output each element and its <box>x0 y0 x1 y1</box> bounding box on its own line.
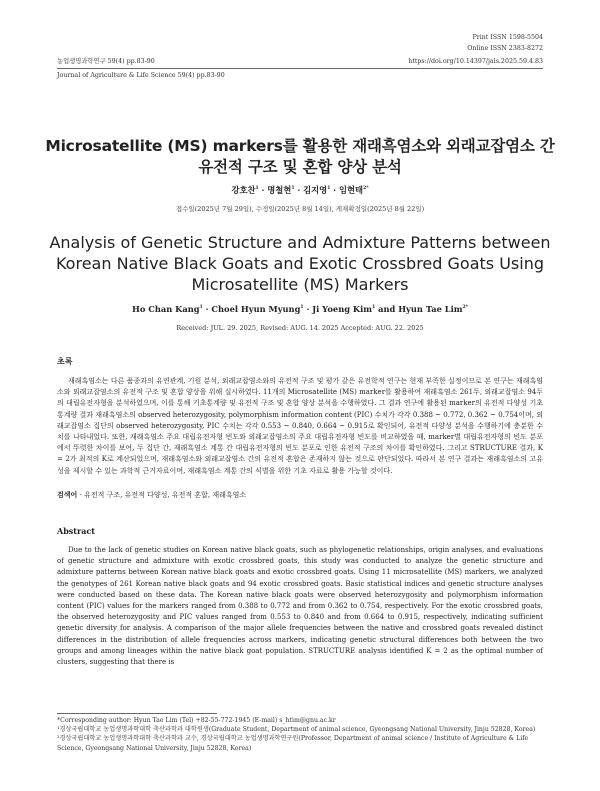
abstract-kr-heading: 초록 <box>57 356 73 366</box>
abstract-kr-body <box>57 376 543 477</box>
author-en-2: Choel Hyun Myung <box>211 304 301 314</box>
author-en-1: Ho Chan Kang <box>131 304 200 314</box>
online-issn: Online ISSN 2383-8272 <box>467 45 543 52</box>
footnotes <box>57 716 543 753</box>
affiliation-1: ¹경상국립대학교 농업생명과학대학 축산과학과 대학원생(Graduate Student, Department of animal science, Gyeongsang National University, Jinju 52828, Korea) <box>57 726 536 734</box>
title-kr-line2: 유전적 구조 및 혼합 양상 분석 <box>198 158 402 176</box>
title-en-line1: Analysis of Genetic Structure and Admixture Patterns between <box>49 233 551 252</box>
journal-en: Journal of Agriculture & Life Science 59(4) pp.83-90 <box>57 72 225 79</box>
author-kr-1: 강호찬 <box>231 185 256 195</box>
keywords-kr <box>57 490 543 500</box>
print-issn: Print ISSN 1598-5504 <box>472 34 543 41</box>
keywords-kr-label: 검색어 <box>57 490 78 499</box>
affiliation-2: ²경상국립대학교 농업생명과학대학 축산과학과 교수, 경상국립대학교 농업생명과학연구원(Professor, Department of animal science / Institute of Agriculture & Life Science, Gyeongsang National University, Jinju 52828, Korea) <box>57 735 529 752</box>
doi-link[interactable]: https://doi.org/10.14397/jals.2025.59.4.83 <box>408 58 543 65</box>
authors-en: Ho Chan Kang$^1$ · Choel Hyun Myung$^1$ · Ji Yoeng Kim$^1$ and Hyun Tae Lim$^{2*}$ <box>131 304 469 314</box>
author-en-3: Ji Yoeng Kim <box>312 304 373 314</box>
dates-kr: 접수일(2025년 7월 29일), 수정일(2025년 8월 14일), 게재확정일(2025년 8월 22일) <box>175 205 425 213</box>
keywords-kr-text: - 유전적 구조, 유전적 다양성, 유전적 혼합, 재래흑염소 <box>77 491 247 499</box>
journal-kr: 농업생명과학연구 59(4) pp.83-90 <box>57 58 155 65</box>
title-en-line2: Korean Native Black Goats and Exotic Crossbred Goats Using <box>55 254 544 273</box>
abstract-en-text: Due to the lack of genetic studies on Korean native black goats, such as phylogenetic relationships, origin analyses, and evaluations of genetic structure and admixture with exotic crossbred goats, this study was conducted to analyze the genetic structure and admixture patterns between Korean native black goats and exotic crossbred goats. Using 11 microsatellite (MS) markers, we analyzed the genotypes of 261 Korean native black goats and 94 exotic crossbred goats. Basic statistical indices and genetic structure analyses were conducted based on these data. The Korean native black goats were observed heterozygosity and polymorphism information content (PIC) values for the markers ranged from 0.388 to 0.772 and from 0.362 to 0.754, respectively. For the exotic crossbred goats, the observed heterozygosity and PIC values ranged from 0.553 to 0.840 and from 0.664 to 0.915, respectively, indicating sufficient genetic diversity for analysis. A comparison of the major allele frequencies between the native and crossbred goats revealed distinct differences in the distribution of allele frequencies across markers, indicating genetic structural differences both between the two groups and among lineages within the native black goat population. STRUCTURE analysis identified K = 2 as the optimal number of clusters, suggesting that there is <box>57 546 543 667</box>
author-kr-4: 임현태 <box>339 185 364 195</box>
header-rule <box>57 68 543 69</box>
authors-kr: 강호찬$^1$ · 명철현$^1$ · 김지영$^1$ · 임현태$^{2*}$ <box>231 185 369 195</box>
author-kr-2: 명철현 <box>267 185 292 195</box>
corresponding-author: *Corresponding author: Hyun Tae Lim (Tel) +82-55-772-1945 (E-mail) s_htim@gnu.ac.kr <box>57 717 336 724</box>
abstract-en-heading: Abstract <box>57 526 95 536</box>
dates-en: Received: JUL. 29. 2025, Revised: AUG. 14. 2025 Accepted: AUG. 22. 2025 <box>176 324 424 332</box>
abstract-en-body <box>57 545 543 668</box>
title-en-line3: Microsatellite (MS) Markers <box>191 275 409 294</box>
author-kr-3: 김지영 <box>303 185 328 195</box>
title-kr-line1: Microsatellite (MS) markers를 활용한 재래흑염소와 외래교잡염소 간 <box>45 137 555 155</box>
footnote-rule <box>57 713 217 714</box>
abstract-kr-text: 재래흑염소는 다른 품종과의 유연관계, 기원 분석, 외래교잡염소와의 유전적 구조 및 평가 같은 유전학적 연구는 현재 부족한 실정이므로 본 연구는 재래흑염소와 외래교잡염소의 유전적 구조 및 혼합 양상을 위해 실시하였다. 11개의 Microsatellite (MS) marker를 활용하여 재래흑염소 261두, 외래교잡염소 94두의 대립유전자형을 분석하였으며, 이를 통해 기초통계량 및 유전적 구조 및 혼합 양상 분석을 수행하였다. 그 결과 연구에 활용된 marker의 유전적 다양성 기초통계량 결과 재래흑염소의 observed heterozygosity, polymorphism information content (PIC) 수치가 각각 0.388 ~ 0.772, 0.362 ~ 0.754이며, 외래교잡염소 집단의 observed heterozygosity, PIC 수치는 각각 0.553 ~ 0.840, 0.664 ~ 0.915로 확인되어, 유전적 다양성 분석을 수행하기에 충분한 수치를 나타내었다. 또한, 재래흑염소 주요 대립유전자형 빈도와 외래교잡염소의 주요 대립유전자형 빈도를 비교하였을 때, marker별 대립유전자형의 빈도 분포에서 뚜렷한 차이를 보여, 두 집단 간, 재래흑염소 계통 간 대립유전자형의 빈도 분포로 인한 유전적 구조의 차이를 확인하였다. 그리고 STRUCTURE 결과, K = 2가 최적의 K로 계산되었으며, 재래흑염소와 외래교잡염소 간의 유전적 혼합은 존재하지 않는 것으로 판단되었다. 따라서 본 연구 결과는 재래흑염소의 고유성을 제시할 수 있는 과학적 근거자료이며, 재래흑염소 계통 간의 식별을 위한 기초 자료로 활용 가능할 것이다. <box>57 377 543 475</box>
author-en-4: Hyun Tae Lim <box>398 304 463 314</box>
